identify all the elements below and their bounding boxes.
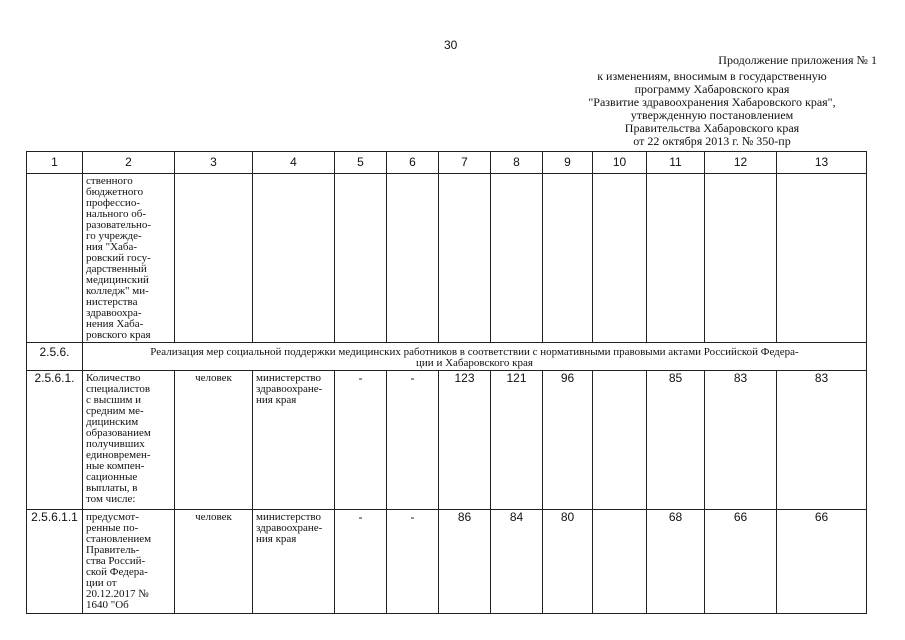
value-col-9: 80 — [543, 510, 593, 614]
value-col-10 — [593, 510, 647, 614]
cell-empty — [705, 174, 777, 343]
value-col-8: 121 — [491, 371, 543, 510]
cell-empty — [387, 174, 439, 343]
cell-name: ственного бюджетного профессио- нального об- разовательно- го учрежде- ния "Хаба- ровский госу- дарственный медицинский колледж" ми- нистерства здравоохра- нения Хаба- ровского края — [83, 174, 175, 343]
responsible-org: министерство здравоохране- ния края — [253, 510, 335, 614]
header-line-2: к изменениям, вносимым в государственную — [597, 69, 827, 83]
value-col-7: 123 — [439, 371, 491, 510]
header-line-1: Продолжение приложения № 1 — [718, 53, 877, 67]
value-col-11: 68 — [647, 510, 705, 614]
cell-empty — [175, 174, 253, 343]
col-header-4: 4 — [253, 152, 335, 174]
header-line-5: утвержденную постановлением — [630, 108, 794, 122]
header-line-6: Правительства Хабаровского края — [624, 121, 800, 135]
row-code: 2.5.6.1. — [27, 371, 83, 510]
cell-empty — [593, 174, 647, 343]
table-row — [27, 510, 867, 614]
cell-empty — [647, 174, 705, 343]
col-header-2: 2 — [83, 152, 175, 174]
table-row-section — [27, 343, 867, 371]
value-col-12: 83 — [705, 371, 777, 510]
value-col-13: 66 — [777, 510, 867, 614]
value-col-5: - — [335, 371, 387, 510]
program-table — [26, 151, 867, 614]
header-line-3: программу Хабаровского края — [634, 82, 790, 96]
header-line-7: от 22 октября 2013 г. № 350-пр — [633, 134, 791, 148]
page-number: 30 — [444, 38, 458, 52]
col-header-5: 5 — [335, 152, 387, 174]
col-header-6: 6 — [387, 152, 439, 174]
indicator-name: Количество специалистов с высшим и средним ме- дицинским образованием получивших единовремен- ные компен- сационные выплаты, в том числе: — [83, 371, 175, 510]
col-header-11: 11 — [647, 152, 705, 174]
indicator-name: предусмот- ренные по- становлением Правитель- ства Россий- ской Федера- ции от 20.12.2017 № 1640 "Об — [83, 510, 175, 614]
value-col-6: - — [387, 371, 439, 510]
row-code: 2.5.6.1.1 — [27, 510, 83, 614]
col-header-3: 3 — [175, 152, 253, 174]
value-col-6: - — [387, 510, 439, 614]
value-col-13: 83 — [777, 371, 867, 510]
value-col-12: 66 — [705, 510, 777, 614]
col-header-9: 9 — [543, 152, 593, 174]
section-title: Реализация мер социальной поддержки медицинских работников в соответствии с нормативными правовыми актами Российской Федера- ции и Хабаровского края — [83, 343, 867, 371]
cell-empty — [491, 174, 543, 343]
unit: человек — [175, 510, 253, 614]
cell-empty — [335, 174, 387, 343]
unit: человек — [175, 371, 253, 510]
cell-empty — [543, 174, 593, 343]
header-line-4: "Развитие здравоохранения Хабаровского края", — [588, 95, 836, 109]
value-col-7: 86 — [439, 510, 491, 614]
cell-code — [27, 174, 83, 343]
value-col-11: 85 — [647, 371, 705, 510]
cell-empty — [253, 174, 335, 343]
col-header-7: 7 — [439, 152, 491, 174]
value-col-9: 96 — [543, 371, 593, 510]
col-header-12: 12 — [705, 152, 777, 174]
value-col-8: 84 — [491, 510, 543, 614]
section-code: 2.5.6. — [27, 343, 83, 371]
value-col-5: - — [335, 510, 387, 614]
cell-empty — [439, 174, 491, 343]
value-col-10 — [593, 371, 647, 510]
col-header-10: 10 — [593, 152, 647, 174]
column-number-row — [27, 152, 867, 174]
col-header-8: 8 — [491, 152, 543, 174]
table-row-continuation — [27, 174, 867, 343]
table-row — [27, 371, 867, 510]
responsible-org: министерство здравоохране- ния края — [253, 371, 335, 510]
appendix-header — [547, 54, 877, 148]
cell-empty — [777, 174, 867, 343]
col-header-1: 1 — [27, 152, 83, 174]
col-header-13: 13 — [777, 152, 867, 174]
